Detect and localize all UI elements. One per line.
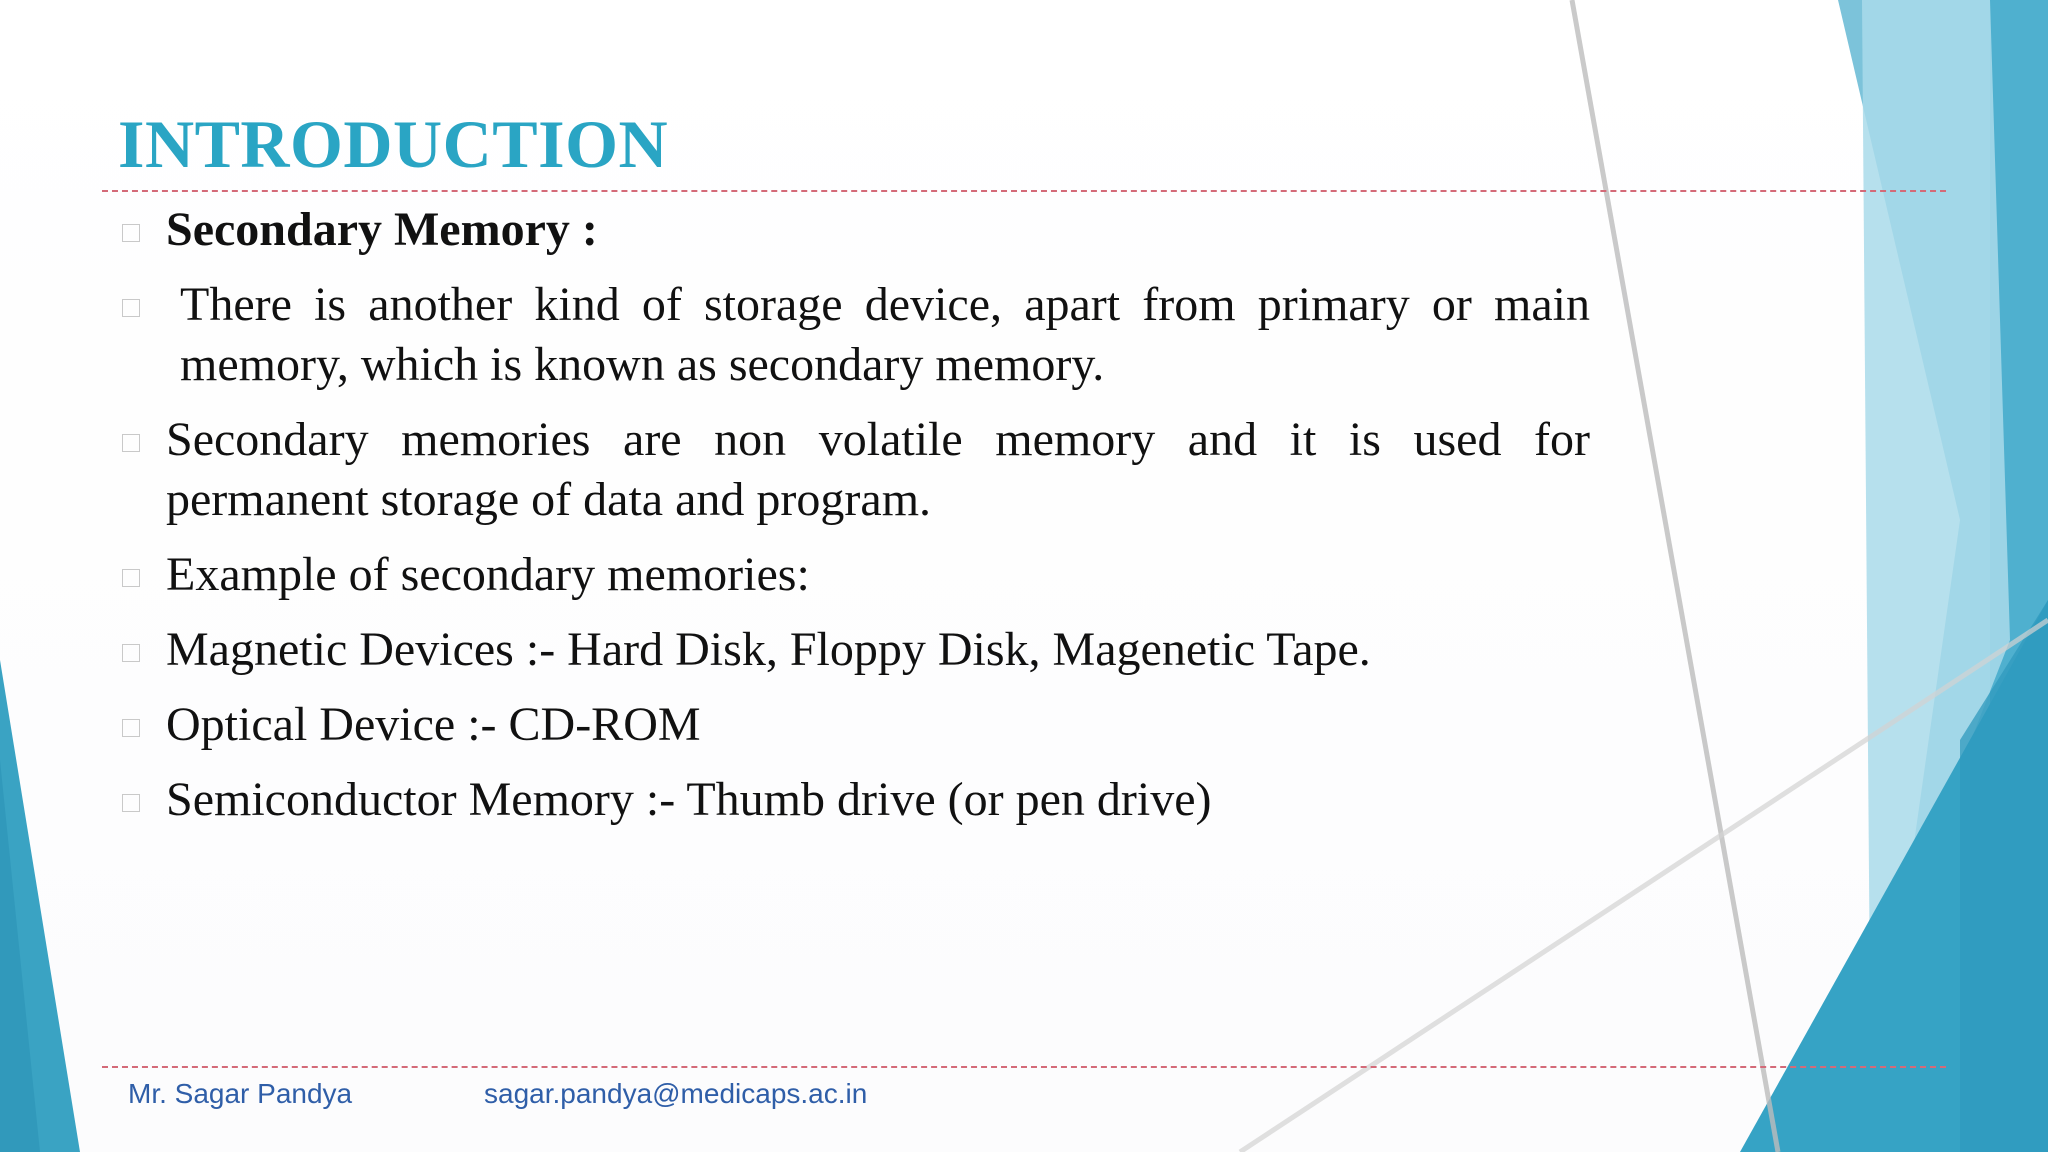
footer-divider (102, 1066, 1946, 1068)
bullet-text: Secondary memories are non volatile memory and it is used for permanent storage of data and program. (166, 413, 1590, 526)
footer-author: Mr. Sagar Pandya (128, 1078, 353, 1109)
diagonal-line-steep (1572, 0, 1778, 1152)
square-bullet-icon (122, 719, 140, 737)
bullet-item (118, 620, 1590, 680)
bullet-item (118, 275, 1590, 395)
bullet-text: Example of secondary memories: (166, 548, 810, 601)
bullet-item (118, 410, 1590, 530)
bullet-heading: Secondary Memory : (166, 203, 598, 256)
square-bullet-icon (122, 299, 140, 317)
square-bullet-icon (122, 644, 140, 662)
bullet-item (118, 200, 1590, 260)
footer-email[interactable]: sagar.pandya@medicaps.ac.in (484, 1078, 868, 1109)
bullet-text: Optical Device :- CD-ROM (166, 698, 701, 751)
square-bullet-icon (122, 569, 140, 587)
square-bullet-icon (122, 794, 140, 812)
square-bullet-icon (122, 434, 140, 452)
slide-title: INTRODUCTION (118, 106, 669, 182)
bullet-item (118, 545, 1590, 605)
bullet-text: There is another kind of storage device, apart from primary or main memory, which is known as secondary memory. (180, 278, 1590, 391)
bullet-item (118, 770, 1590, 830)
bullet-text: Semiconductor Memory :- Thumb drive (or pen drive) (166, 773, 1212, 826)
bullet-list (118, 200, 1590, 830)
title-divider (102, 190, 1946, 192)
bullet-item (118, 695, 1590, 755)
bullet-text: Magnetic Devices :- Hard Disk, Floppy Disk, Magenetic Tape. (166, 623, 1371, 676)
square-bullet-icon (122, 224, 140, 242)
